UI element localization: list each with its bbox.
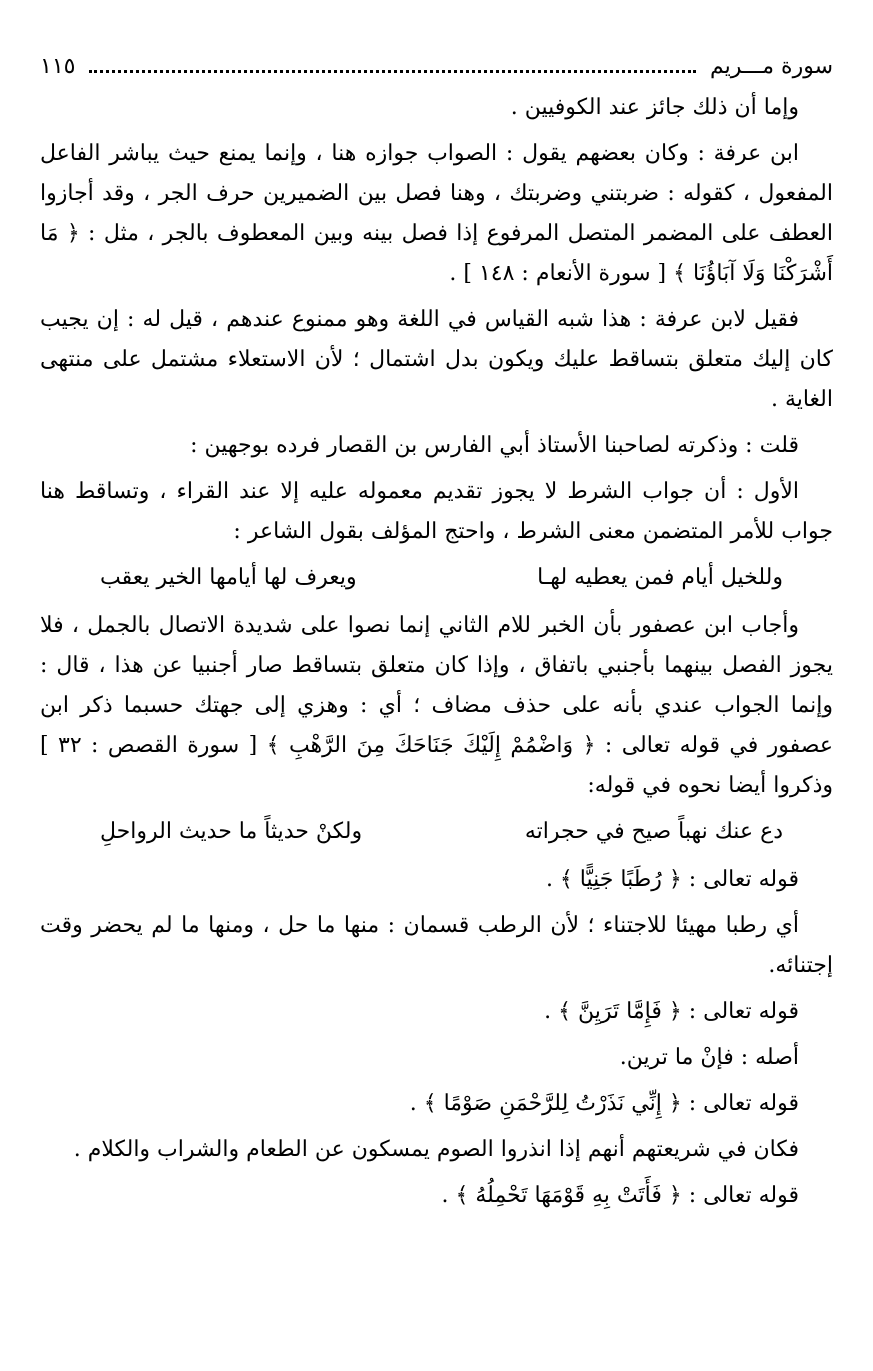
paragraph: قوله تعالى : ﴿ فَإِمَّا تَرَيِنَّ ﴾ . bbox=[544, 999, 799, 1024]
paragraph: ابن عرفة : وكان بعضهم يقول : الصواب جوازه هنا ، وإنما يمنع حيث يباشر الفاعل المفعول ، كقوله : ضربتني وضربتك ، وهنا فصل بين الضميرين حرف الجر ، وقد أجازوا العطف على المضمر المتصل المرفوع إذا فصل بينه وبين المعطوف بالجر ، مثل : ﴿ مَا أَشْرَكْنَا وَلَا آبَاؤُنَا ﴾ [ سورة الأنعام : ١٤٨ ] . bbox=[40, 141, 833, 286]
poetry-verse bbox=[40, 812, 833, 852]
paragraph: قوله تعالى : ﴿ فَأَتَتْ بِهِ قَوْمَهَا تَحْمِلُهُ ﴾ . bbox=[441, 1183, 799, 1208]
verse-first-hemistich: وللخيل أيام فمن يعطيه لهـا bbox=[537, 565, 783, 590]
surah-title: سورة مـــريم bbox=[710, 54, 833, 79]
paragraph: فقيل لابن عرفة : هذا شبه القياس في اللغة وهو ممنوع عندهم ، قيل له : إن يجيب كان إليك متعلق بتساقط عليك ويكون بدل اشتمال ؛ لأن الاستعلاء مشتمل على منتهى الغاية . bbox=[40, 307, 833, 412]
header-dotted-leader bbox=[89, 58, 696, 73]
paragraph: وأجاب ابن عصفور بأن الخبر للام الثاني إنما نصوا على شديدة الاتصال بالجمل ، فلا يجوز الفصل بينهما بأجنبي باتفاق ، وإذا كان متعلق بتساقط صار أجنبيا عن هذا ، قال : وإنما الجواب عندي بأنه على حذف مضاف ؛ أي : وهزي إلى جهتك حسبما ذكر ابن عصفور في قوله تعالى : ﴿ وَاضْمُمْ إِلَيْكَ جَنَاحَكَ مِنَ الرَّهْبِ ﴾ [ سورة القصص : ٣٢ ] وذكروا أيضا نحوه في قوله: bbox=[40, 613, 833, 798]
paragraph: وإما أن ذلك جائز عند الكوفيين . bbox=[510, 95, 799, 120]
running-header bbox=[40, 52, 833, 82]
verse-second-hemistich: ويعرف لها أيامها الخير يعقب bbox=[100, 565, 357, 590]
paragraph: قلت : وذكرته لصاحبنا الأستاذ أبي الفارس بن القصار فرده بوجهين : bbox=[190, 433, 799, 458]
verse-second-hemistich: ولكنْ حديثاً ما حديث الرواحلِ bbox=[100, 819, 363, 844]
poetry-verse bbox=[40, 558, 833, 598]
verse-first-hemistich: دع عنك نهباً صيح في حجراته bbox=[524, 819, 783, 844]
paragraph: قوله تعالى : ﴿ إِنِّي نَذَرْتُ لِلرَّحْمَنِ صَوْمًا ﴾ . bbox=[409, 1091, 799, 1116]
paragraph: الأول : أن جواب الشرط لا يجوز تقديم معموله عليه إلا عند القراء ، وتساقط هنا جواب للأمر المتضمن معنى الشرط ، واحتج المؤلف بقول الشاعر : bbox=[40, 479, 833, 544]
paragraph: قوله تعالى : ﴿ رُطَبًا جَنِيًّا ﴾ . bbox=[545, 867, 799, 892]
paragraph: أصله : فإنْ ما ترين. bbox=[619, 1045, 799, 1070]
paragraph: أي رطبا مهيئا للاجتناء ؛ لأن الرطب قسمان : منها ما حل ، ومنها ما لم يحضر وقت إجتنائه. bbox=[40, 913, 833, 978]
paragraph: فكان في شريعتهم أنهم إذا انذروا الصوم يمسكون عن الطعام والشراب والكلام . bbox=[73, 1137, 799, 1162]
page-number: ١١٥ bbox=[40, 54, 76, 79]
page-body bbox=[40, 88, 833, 1216]
